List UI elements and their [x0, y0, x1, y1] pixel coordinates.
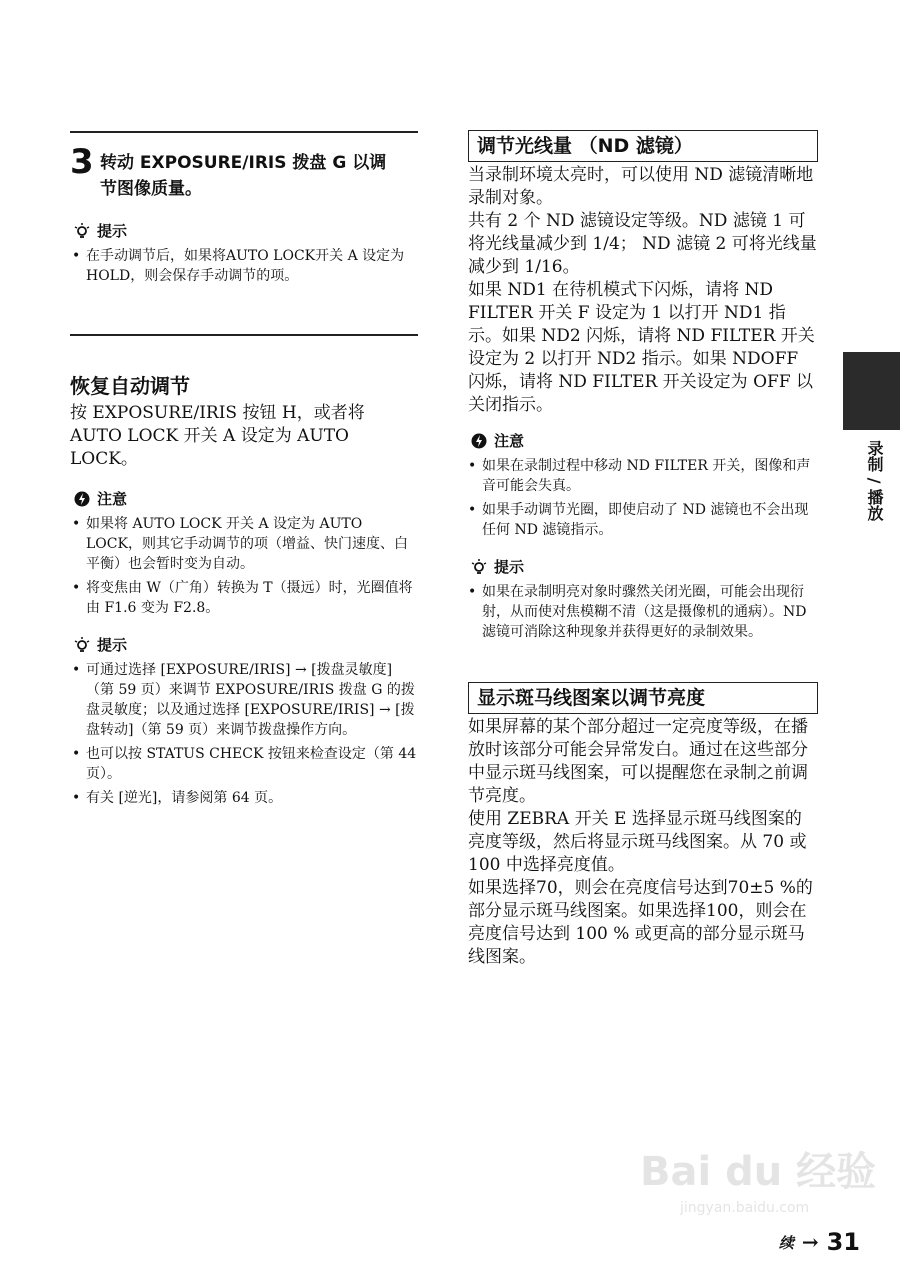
restore-text [70, 402, 405, 471]
nd-paragraph: 共有 2 个 ND 滤镜设定等级。ND 滤镜 1 可将光线量减少到 1/4； ND 滤镜 2 可将光线量减少到 1/16。 [468, 211, 817, 277]
list-item: • 将变焦由 W（广角）转换为 T（摄远）时，光圈值将由 F1.6 变为 F2.8。 [72, 578, 420, 618]
caution-icon [73, 490, 91, 508]
watermark-brand: Bai du 经验 [640, 1149, 877, 1195]
mid-rule-left [70, 334, 418, 336]
nd-paragraph: 如果 ND1 在待机模式下闪烁，请将 ND FILTER 开关 F 设定为 1 以打开 ND1 指示。如果 ND2 闪烁，请将 ND FILTER 开关设定为 2 以打开 ND2 指示。如果 NDOFF 闪烁，请将 ND FILTER 开关设定为 OFF 以关闭指示。 [468, 280, 815, 415]
tip-label-1 [73, 220, 127, 241]
tip-label-text: 提示 [494, 558, 525, 576]
tip-label-right [470, 556, 524, 577]
watermark-logo [640, 1140, 877, 1220]
section-heading-zebra: 显示斑马线图案以调节亮度 [468, 682, 818, 714]
lightbulb-icon [470, 558, 488, 576]
tip-list-right [468, 582, 818, 646]
list-item: • 可通过选择 [EXPOSURE/IRIS] → [拨盘灵敏度]（第 59 页）来调节 EXPOSURE/IRIS 拨盘 G 的拨盘灵敏度；以及通过选择 [EXPOSURE/IRIS] → [拨盘转动]（第 59 页）来调节拨盘操作方向。 [72, 660, 420, 740]
step-text-line2: 节图像质量。 [100, 179, 202, 199]
continued-arrow-icon: → [801, 1230, 819, 1254]
note-label-text: 注意 [97, 490, 128, 508]
list-item: • 也可以按 STATUS CHECK 按钮来检查设定（第 44 页）。 [72, 744, 420, 784]
note-list-right [468, 456, 818, 544]
lightbulb-icon [73, 222, 91, 240]
step-number: 3 [70, 142, 94, 182]
list-item: • 如果手动调节光圈，即使启动了 ND 滤镜也不会出现任何 ND 滤镜指示。 [468, 500, 818, 540]
side-tab-label: 录制 / 播放 [865, 440, 884, 521]
section-heading-nd: 调节光线量 （ND 滤镜） [468, 130, 818, 162]
step-text-line1: 转动 EXPOSURE/IRIS 拨盘 G 以调 [100, 153, 387, 173]
tip-label-text: 提示 [97, 222, 128, 240]
nd-paragraph: 当录制环境太亮时，可以使用 ND 滤镜清晰地录制对象。 [468, 165, 814, 208]
watermark-url: jingyan.baidu.com [680, 1200, 810, 1216]
page-number: 31 [826, 1228, 860, 1256]
list-item: • 有关 [逆光]，请参阅第 64 页。 [72, 788, 420, 808]
page-footer [779, 1228, 860, 1256]
zebra-paragraph: 如果屏幕的某个部分超过一定亮度等级，在播放时该部分可能会异常发白。通过在这些部分中显示斑马线图案，可以提醒您在录制之前调节亮度。 [468, 717, 808, 806]
zebra-text [468, 716, 818, 969]
note-label-text: 注意 [494, 432, 525, 450]
note-label-right [470, 430, 524, 451]
caution-icon [470, 432, 488, 450]
side-tab-marker [843, 352, 900, 430]
zebra-paragraph: 如果选择70，则会在亮度信号达到70±5 %的部分显示斑马线图案。如果选择100，则会在亮度信号达到 100 % 或更高的部分显示斑马线图案。 [468, 878, 813, 967]
tip-label-text: 提示 [97, 636, 128, 654]
note-label-left [73, 488, 127, 509]
lightbulb-icon [73, 636, 91, 654]
tip-list-1 [72, 246, 420, 290]
nd-text [468, 164, 818, 417]
list-item: • 如果在录制过程中移动 ND FILTER 开关，图像和声音可能会失真。 [468, 456, 818, 496]
list-item: • 如果在录制明亮对象时骤然关闭光圈，可能会出现衍射，从而使对焦模糊不清（这是摄像机的通病）。ND 滤镜可消除这种现象并获得更好的录制效果。 [468, 582, 818, 642]
restore-paragraph: 按 EXPOSURE/IRIS 按钮 H，或者将 AUTO LOCK 开关 A 设定为 AUTO LOCK。 [70, 403, 365, 469]
list-item: • 如果将 AUTO LOCK 开关 A 设定为 AUTO LOCK，则其它手动调节的项（增益、快门速度、白平衡）也会暂时变为自动。 [72, 514, 420, 574]
note-list-left [72, 514, 420, 622]
tip-label-2 [73, 634, 127, 655]
section-heading-restore: 恢复自动调节 [70, 374, 190, 398]
list-item: • 在手动调节后，如果将AUTO LOCK开关 A 设定为 HOLD，则会保存手动调节的项。 [72, 246, 420, 286]
continued-label: 续 [778, 1233, 794, 1252]
top-rule-left [70, 131, 418, 133]
zebra-paragraph: 使用 ZEBRA 开关 E 选择显示斑马线图案的亮度等级，然后将显示斑马线图案。从 70 或 100 中选择亮度值。 [468, 809, 807, 875]
tip-list-2 [72, 660, 420, 812]
